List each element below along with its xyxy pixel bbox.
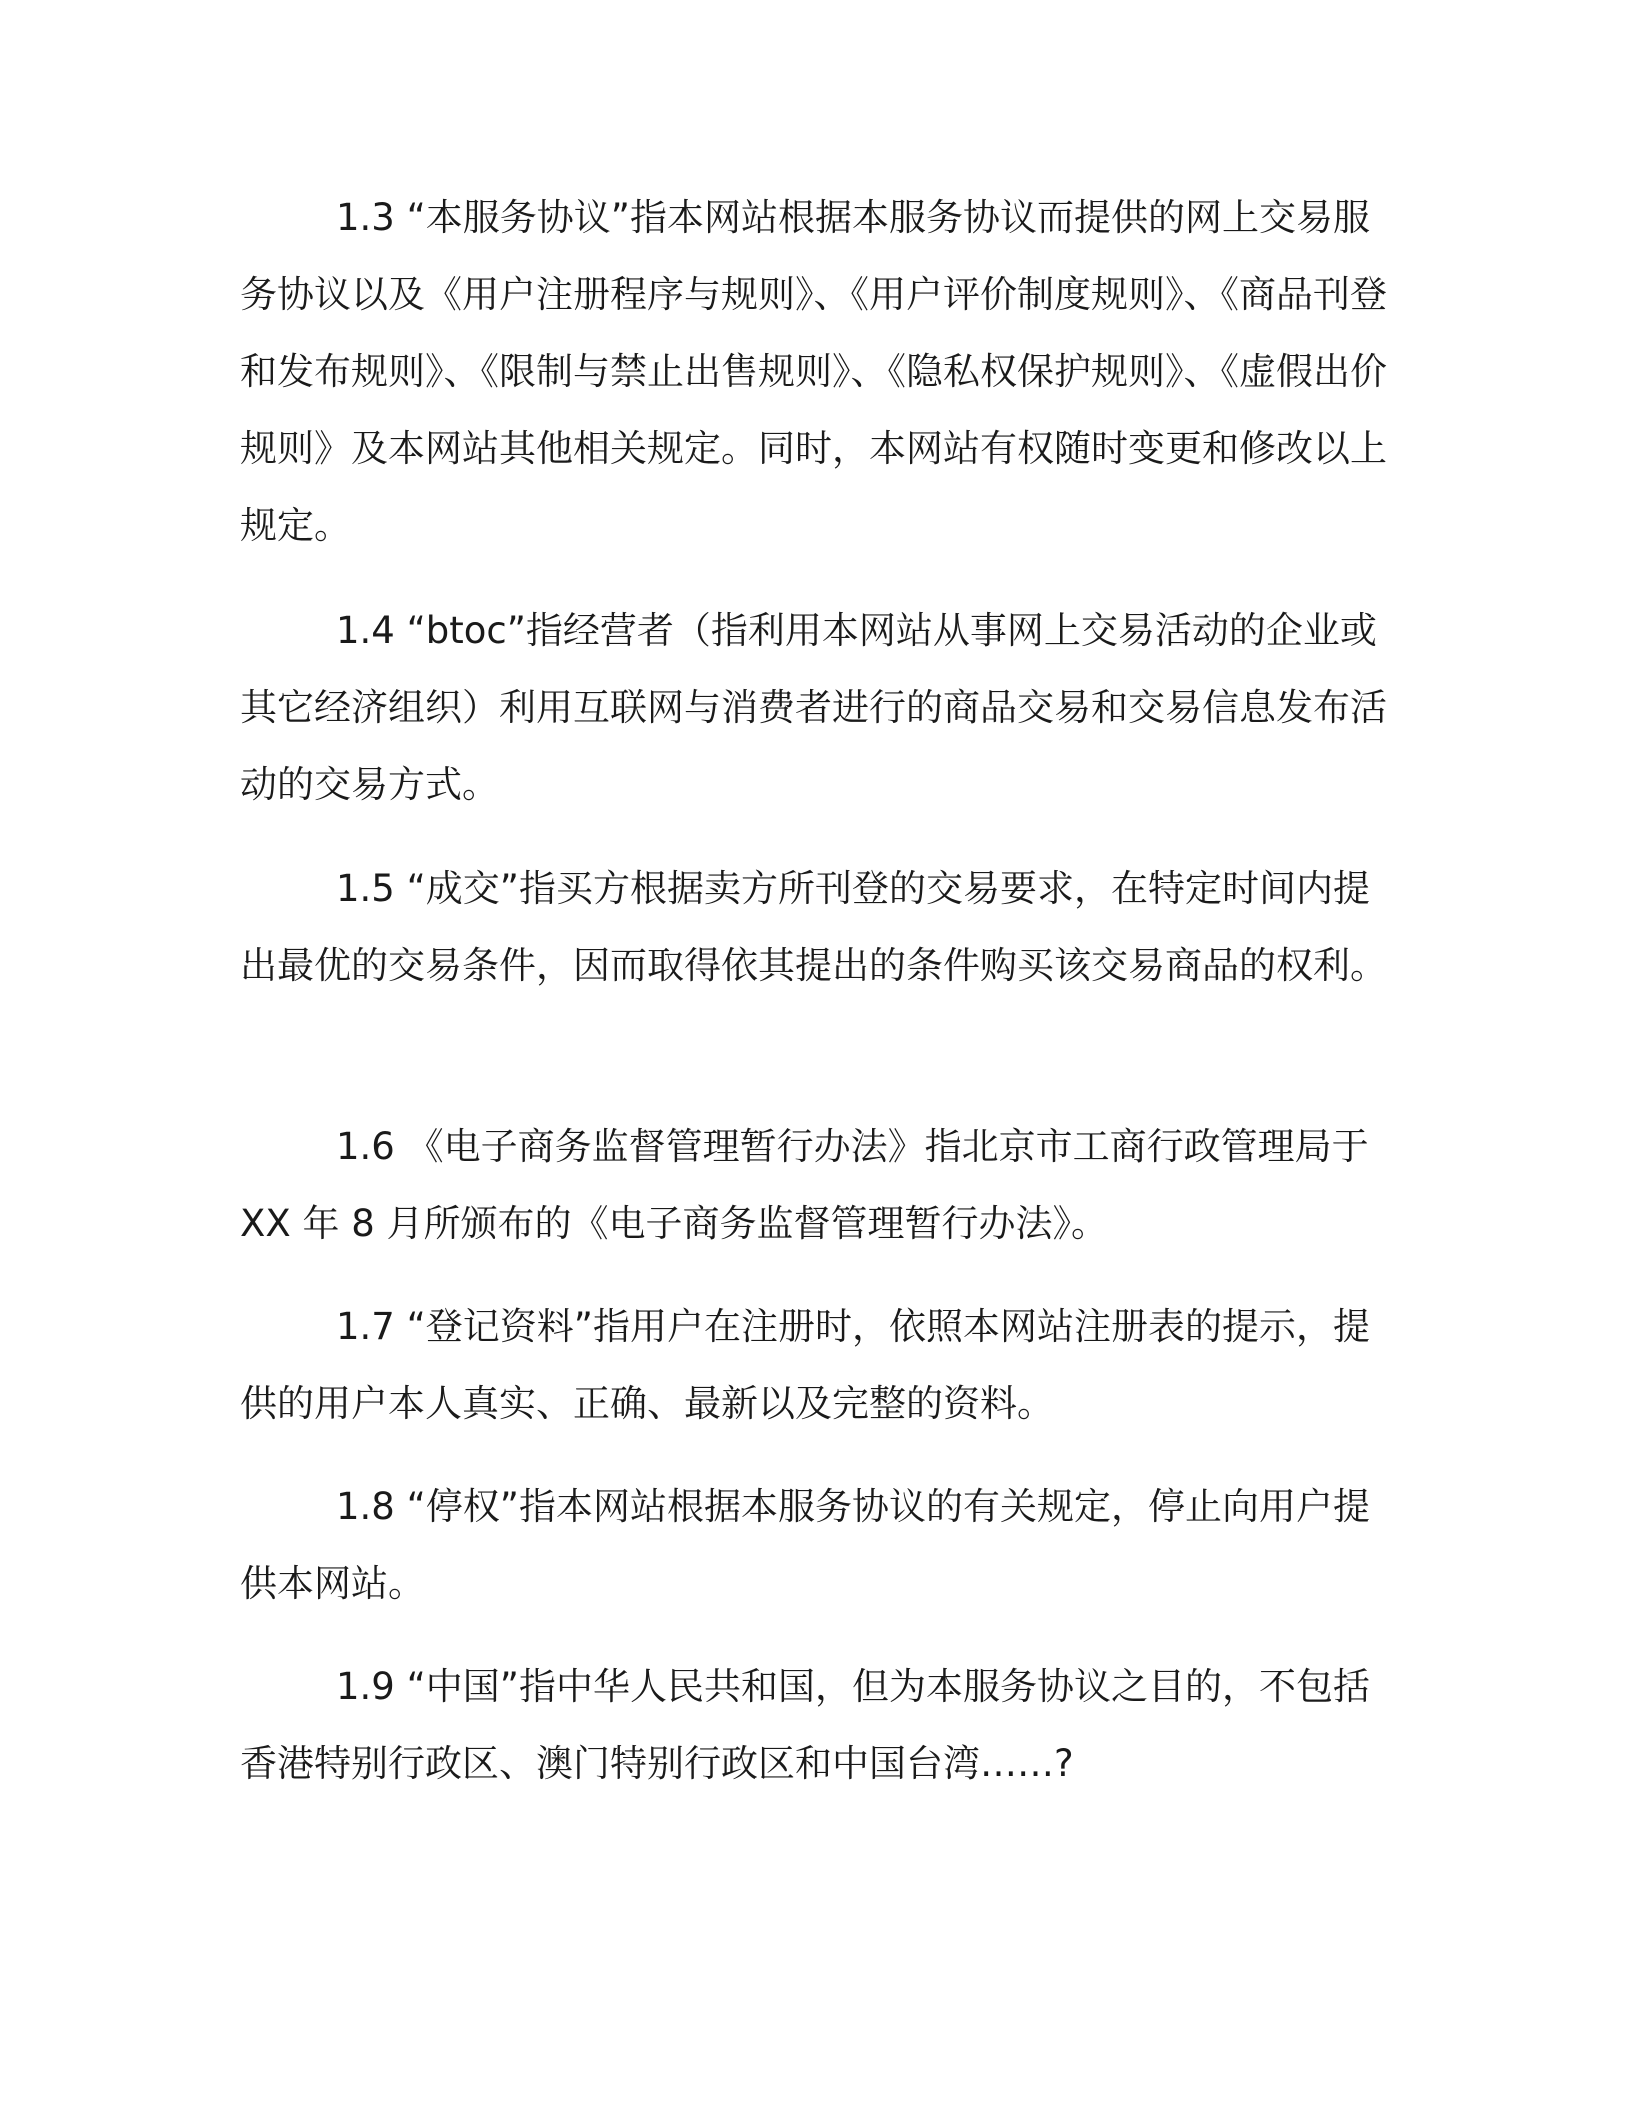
clause-1-5: 1.5 “成交”指买方根据卖方所刊登的交易要求，在特定时间内提出最优的交易条件，因而取得依其提出的条件购买该交易商品的权利。 — [240, 867, 1387, 987]
clause-1-9: 1.9 “中国”指中华人民共和国，但为本服务协议之目的，不包括香港特别行政区、澳门特别行政区和中国台湾……? — [240, 1665, 1370, 1785]
clause-1-6: 1.6 《电子商务监督管理暂行办法》指北京市工商行政管理局于XX 年 8 月所颁布的《电子商务监督管理暂行办法》。 — [240, 1125, 1369, 1245]
clause-1-4: 1.4 “btoc”指经营者（指利用本网站从事网上交易活动的企业或其它经济组织）利用互联网与消费者进行的商品交易和交易信息发布活动的交易方式。 — [240, 609, 1387, 806]
clause-1-8: 1.8 “停权”指本网站根据本服务协议的有关规定，停止向用户提供本网站。 — [240, 1485, 1370, 1605]
clause-1-7: 1.7 “登记资料”指用户在注册时，依照本网站注册表的提示，提供的用户本人真实、正确、最新以及完整的资料。 — [240, 1305, 1370, 1425]
clause-1-3: 1.3 “本服务协议”指本网站根据本服务协议而提供的网上交易服务协议以及《用户注册程序与规则》、《用户评价制度规则》、《商品刊登和发布规则》、《限制与禁止出售规则》、《隐私权保护规则》、《虚假出价规则》及本网站其他相关规定。同时，本网站有权随时变更和修改以上规定。 — [240, 196, 1387, 547]
